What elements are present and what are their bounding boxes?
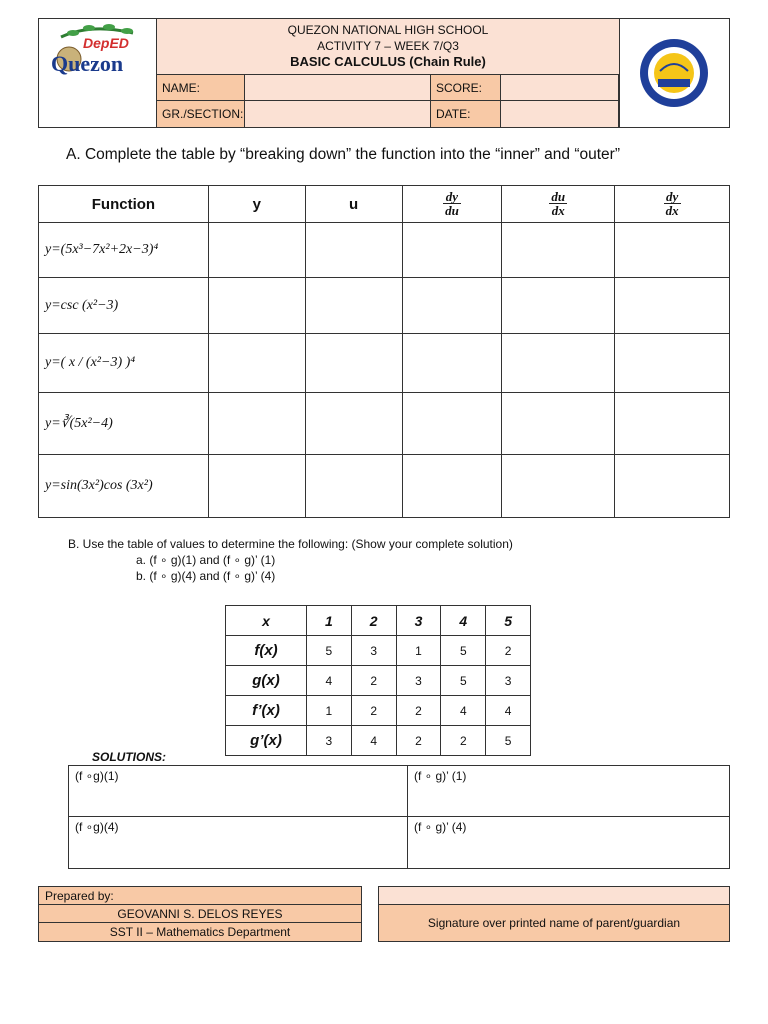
item-a: a. (f ∘ g)(1) and (f ∘ g)’ (1) bbox=[136, 553, 276, 567]
value-cell: 4 bbox=[351, 726, 396, 756]
logo-text-quezon: Quezon bbox=[51, 51, 124, 76]
solution-fog-4[interactable]: (f ∘g)(4) bbox=[75, 820, 119, 834]
col-dudx: $\frac{du}{dx}$ bbox=[502, 186, 615, 223]
value-cell: 2 bbox=[441, 726, 486, 756]
col-function: Function bbox=[39, 186, 209, 223]
answer-cell[interactable] bbox=[305, 278, 402, 334]
author-name: GEOVANNI S. DELOS REYES bbox=[39, 905, 361, 923]
date-field[interactable] bbox=[501, 101, 619, 127]
deped-quezon-logo bbox=[39, 19, 157, 127]
answer-cell[interactable] bbox=[305, 455, 402, 518]
solutions-divider-v bbox=[407, 766, 408, 868]
value-cell: 2 bbox=[486, 636, 531, 666]
section-field[interactable] bbox=[245, 101, 431, 127]
seal-icon bbox=[620, 19, 728, 127]
solutions-box bbox=[68, 765, 730, 869]
answer-cell[interactable] bbox=[208, 223, 305, 278]
row-label: g’(x) bbox=[226, 726, 307, 756]
answer-cell[interactable] bbox=[305, 223, 402, 278]
function-3: y=( x / (x²−3) )⁴ bbox=[39, 334, 209, 393]
solutions-divider-h bbox=[69, 816, 729, 817]
row-label: f’(x) bbox=[226, 696, 307, 726]
answer-cell[interactable] bbox=[502, 455, 615, 518]
function-5: y=sin(3x²)cos (3x²) bbox=[39, 455, 209, 518]
value-cell: 3 bbox=[307, 726, 352, 756]
value-cell: 3 bbox=[396, 666, 441, 696]
table-row bbox=[226, 726, 531, 756]
answer-cell[interactable] bbox=[615, 223, 730, 278]
answer-cell[interactable] bbox=[402, 334, 502, 393]
chain-rule-table bbox=[38, 185, 730, 518]
title-block bbox=[157, 19, 619, 75]
value-cell: 5 bbox=[441, 636, 486, 666]
col-y: y bbox=[208, 186, 305, 223]
answer-cell[interactable] bbox=[615, 334, 730, 393]
answer-cell[interactable] bbox=[402, 393, 502, 455]
answer-cell[interactable] bbox=[615, 393, 730, 455]
table-header-row bbox=[39, 186, 730, 223]
values-header-row bbox=[226, 606, 531, 636]
answer-cell[interactable] bbox=[502, 334, 615, 393]
value-cell: 2 bbox=[396, 696, 441, 726]
value-cell: 1 bbox=[396, 636, 441, 666]
value-cell: 2 bbox=[396, 726, 441, 756]
value-cell: 4 bbox=[441, 696, 486, 726]
table-row bbox=[226, 696, 531, 726]
table-row bbox=[39, 223, 730, 278]
table-row bbox=[226, 636, 531, 666]
value-cell: 4 bbox=[486, 696, 531, 726]
answer-cell[interactable] bbox=[502, 223, 615, 278]
col-dydu: $\frac{dy}{du}$ bbox=[402, 186, 502, 223]
function-4: y=∛(5x²−4) bbox=[39, 393, 209, 455]
prepared-by-label: Prepared by: bbox=[39, 887, 361, 905]
solution-fog-1[interactable]: (f ∘g)(1) bbox=[75, 769, 119, 783]
division-seal bbox=[619, 19, 729, 127]
value-cell: 5 bbox=[307, 636, 352, 666]
score-field[interactable] bbox=[501, 75, 619, 101]
values-table bbox=[225, 605, 531, 756]
answer-cell[interactable] bbox=[615, 278, 730, 334]
signature-box bbox=[378, 886, 730, 942]
table-row bbox=[39, 278, 730, 334]
answer-cell[interactable] bbox=[502, 278, 615, 334]
author-position: SST II – Mathematics Department bbox=[39, 923, 361, 941]
prepared-by-box bbox=[38, 886, 362, 942]
instruction-a: A. Complete the table by “breaking down” the function into the “inner” and “outer” bbox=[66, 146, 621, 163]
value-cell: 4 bbox=[307, 666, 352, 696]
function-1: y=(5x³−7x²+2x−3)⁴ bbox=[39, 223, 209, 278]
answer-cell[interactable] bbox=[208, 278, 305, 334]
answer-cell[interactable] bbox=[305, 393, 402, 455]
instruction-b-text: B. Use the table of values to determine the following: (Show your complete solution) bbox=[68, 537, 513, 551]
header-2: 2 bbox=[351, 606, 396, 636]
value-cell: 3 bbox=[486, 666, 531, 696]
solutions-label: SOLUTIONS: bbox=[92, 750, 166, 764]
header-4: 4 bbox=[441, 606, 486, 636]
table-row bbox=[226, 666, 531, 696]
answer-cell[interactable] bbox=[305, 334, 402, 393]
item-b: b. (f ∘ g)(4) and (f ∘ g)’ (4) bbox=[136, 569, 276, 583]
header-3: 3 bbox=[396, 606, 441, 636]
value-cell: 5 bbox=[486, 726, 531, 756]
signature-label: Signature over printed name of parent/guardian bbox=[379, 905, 729, 941]
value-cell: 1 bbox=[307, 696, 352, 726]
answer-cell[interactable] bbox=[402, 223, 502, 278]
score-label: SCORE: bbox=[431, 75, 501, 101]
table-row bbox=[39, 393, 730, 455]
value-cell: 5 bbox=[441, 666, 486, 696]
instruction-b bbox=[68, 537, 513, 583]
row-label: g(x) bbox=[226, 666, 307, 696]
worksheet-header bbox=[38, 18, 730, 128]
function-2: y=csc (x²−3) bbox=[39, 278, 209, 334]
answer-cell[interactable] bbox=[402, 278, 502, 334]
activity-label: ACTIVITY 7 – WEEK 7/Q3 bbox=[317, 39, 459, 53]
solution-fog-prime-4[interactable]: (f ∘ g)’ (4) bbox=[414, 820, 467, 834]
value-cell: 3 bbox=[351, 636, 396, 666]
solution-fog-prime-1[interactable]: (f ∘ g)’ (1) bbox=[414, 769, 467, 783]
header-5: 5 bbox=[486, 606, 531, 636]
name-field[interactable] bbox=[245, 75, 431, 101]
school-name: QUEZON NATIONAL HIGH SCHOOL bbox=[287, 23, 489, 37]
signature-line[interactable] bbox=[379, 887, 729, 905]
section-label: GR./SECTION: bbox=[157, 101, 245, 127]
name-label: NAME: bbox=[157, 75, 245, 101]
row-label: f(x) bbox=[226, 636, 307, 666]
answer-cell[interactable] bbox=[208, 393, 305, 455]
header-x: x bbox=[226, 606, 307, 636]
col-dydx: $\frac{dy}{dx}$ bbox=[615, 186, 730, 223]
table-row bbox=[39, 455, 730, 518]
value-cell: 2 bbox=[351, 696, 396, 726]
subject-title: BASIC CALCULUS (Chain Rule) bbox=[290, 54, 486, 69]
value-cell: 2 bbox=[351, 666, 396, 696]
answer-cell[interactable] bbox=[615, 455, 730, 518]
table-row bbox=[39, 334, 730, 393]
col-u: u bbox=[305, 186, 402, 223]
answer-cell[interactable] bbox=[208, 455, 305, 518]
date-label: DATE: bbox=[431, 101, 501, 127]
header-1: 1 bbox=[307, 606, 352, 636]
answer-cell[interactable] bbox=[502, 393, 615, 455]
answer-cell[interactable] bbox=[208, 334, 305, 393]
logo-text-deped: DepED bbox=[83, 35, 129, 51]
answer-cell[interactable] bbox=[402, 455, 502, 518]
